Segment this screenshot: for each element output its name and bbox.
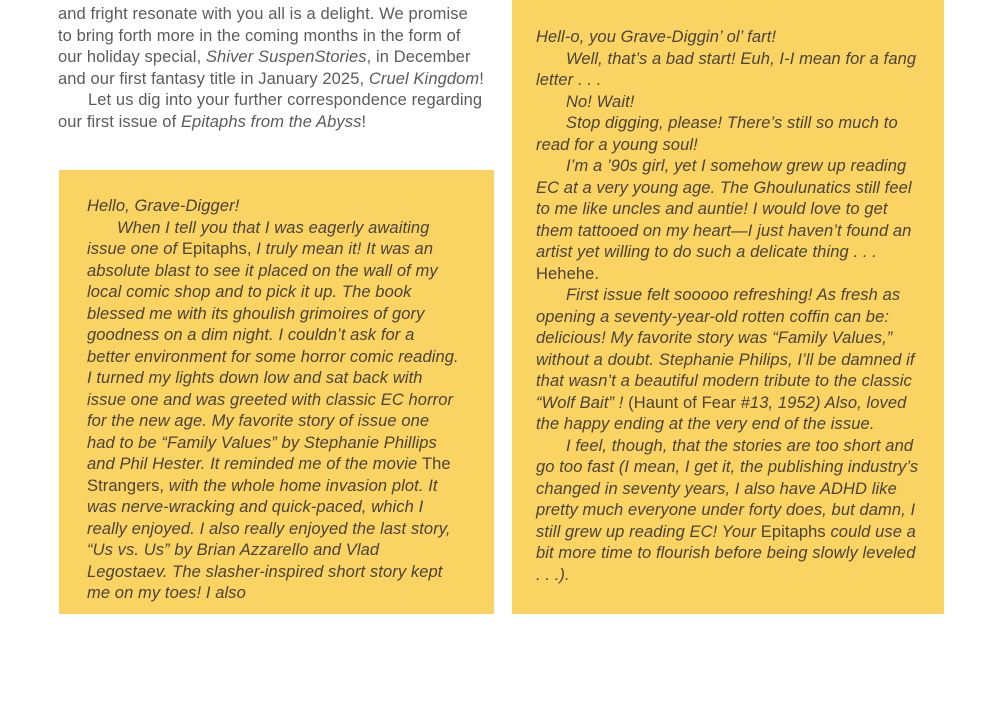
text-segment-italic: Hell-o, you Grave-Diggin’ ol’ fart! [536,28,777,46]
paragraph [87,218,460,605]
text-segment-italic: Shiver SuspenStories [205,48,367,66]
text-segment-roman: , in December and our first fantasy title in January 2025, [58,48,471,88]
text-segment-italic: Hello, Grave-Digger! [87,197,240,215]
paragraph [536,27,924,49]
text-segment-roman: Hehehe. [536,264,600,283]
text-segment-roman: Epitaphs [760,522,826,541]
text-segment-italic: Well, that’s a bad start! Euh, I-I mean for a fang letter . . . [536,49,917,89]
text-segment-roman: The Strangers, [87,455,451,495]
text-segment-italic: I feel, though, that the stories are too short and go too fast (I mean, I get it, the publishing industry’s changed in seventy years, I also have ADHD like pretty much everyone under forty does, but damn, I still grew up reading EC! Your [536,436,919,541]
text-segment-italic: Cruel Kingdom [368,69,480,88]
text-segment-roman: (Haunt of Fear [628,393,741,412]
text-segment-italic: First issue felt sooooo refreshing! As fresh as opening a seventy-year-old rotten coffin can be: delicious! My favorite story was “Family Values,” without a doubt. Stephanie Philips, I’ll be damned if that wasn’t a beautiful modern tribute to the classic “Wolf Bait” ! [536,286,915,412]
text-segment-italic: Stop digging, please! There’s still so much to read for a young soul! [536,114,898,154]
paragraph [536,156,924,285]
text-segment-roman: ! [361,112,367,131]
text-segment-roman: Let us dig into your further correspondence regarding our first issue of [58,91,483,131]
fan-letter-box-left [59,170,494,614]
text-segment-roman: ! [479,69,484,88]
paragraph [58,4,484,90]
text-segment-italic: Epitaphs from the Abyss [180,112,362,131]
text-segment-italic: When I tell you that I was eagerly awaiting issue one of [87,218,430,258]
text-segment-italic: Also, loved the happy ending at the very end of the issue. [536,393,907,433]
text-segment-italic: could use a bit more time to flourish before being slowly leveled . . .). [536,522,916,584]
text-segment-italic: #13, 1952) [740,393,821,412]
paragraph [536,49,924,92]
text-segment-italic: No! Wait! [566,92,635,111]
paragraph [58,90,484,133]
paragraph [536,92,924,114]
paragraph [536,113,924,156]
text-segment-italic: I truly mean it! It was an absolute blast to see it placed on the wall of my local comic shop and to pick it up. The book blessed me with its ghoulish grimoires of gory goodness on a dim night. I couldn’t ask for a better environment for some horror comic reading. I turned my lights down low and sat back with issue one and was greeted with classic EC horror for the new age. My favorite story of issue one had to be “Family Values” by Stephanie Phillips and Phil Hester. It reminded me of the movie [87,240,459,473]
text-segment-roman: Epitaphs, [181,240,252,258]
text-segment-italic: with the whole home invasion plot. It was nerve-wracking and quick-paced, which I really enjoyed. I also really enjoyed the last story, “Us vs. Us” by Brian Azzarello and Vlad Legostaev. The slasher-inspired short story kept me on my toes! I also [87,476,451,602]
paragraph [536,285,924,436]
text-segment-italic: I’m a ’90s girl, yet I somehow grew up reading EC at a very young age. The Ghoulunatics still feel to me like uncles and auntie! I would love to get them tattooed on my heart—I just haven’t found an artist yet willing to do such a delicate thing . . . [536,157,912,261]
editor-response-text [58,4,484,133]
paragraph [536,436,924,587]
paragraph [87,196,460,218]
text-segment-roman: and fright resonate with you all is a delight. We promise to bring forth more in the coming months in the form of our holiday special, [58,5,468,66]
fan-letter-box-right [512,0,944,614]
